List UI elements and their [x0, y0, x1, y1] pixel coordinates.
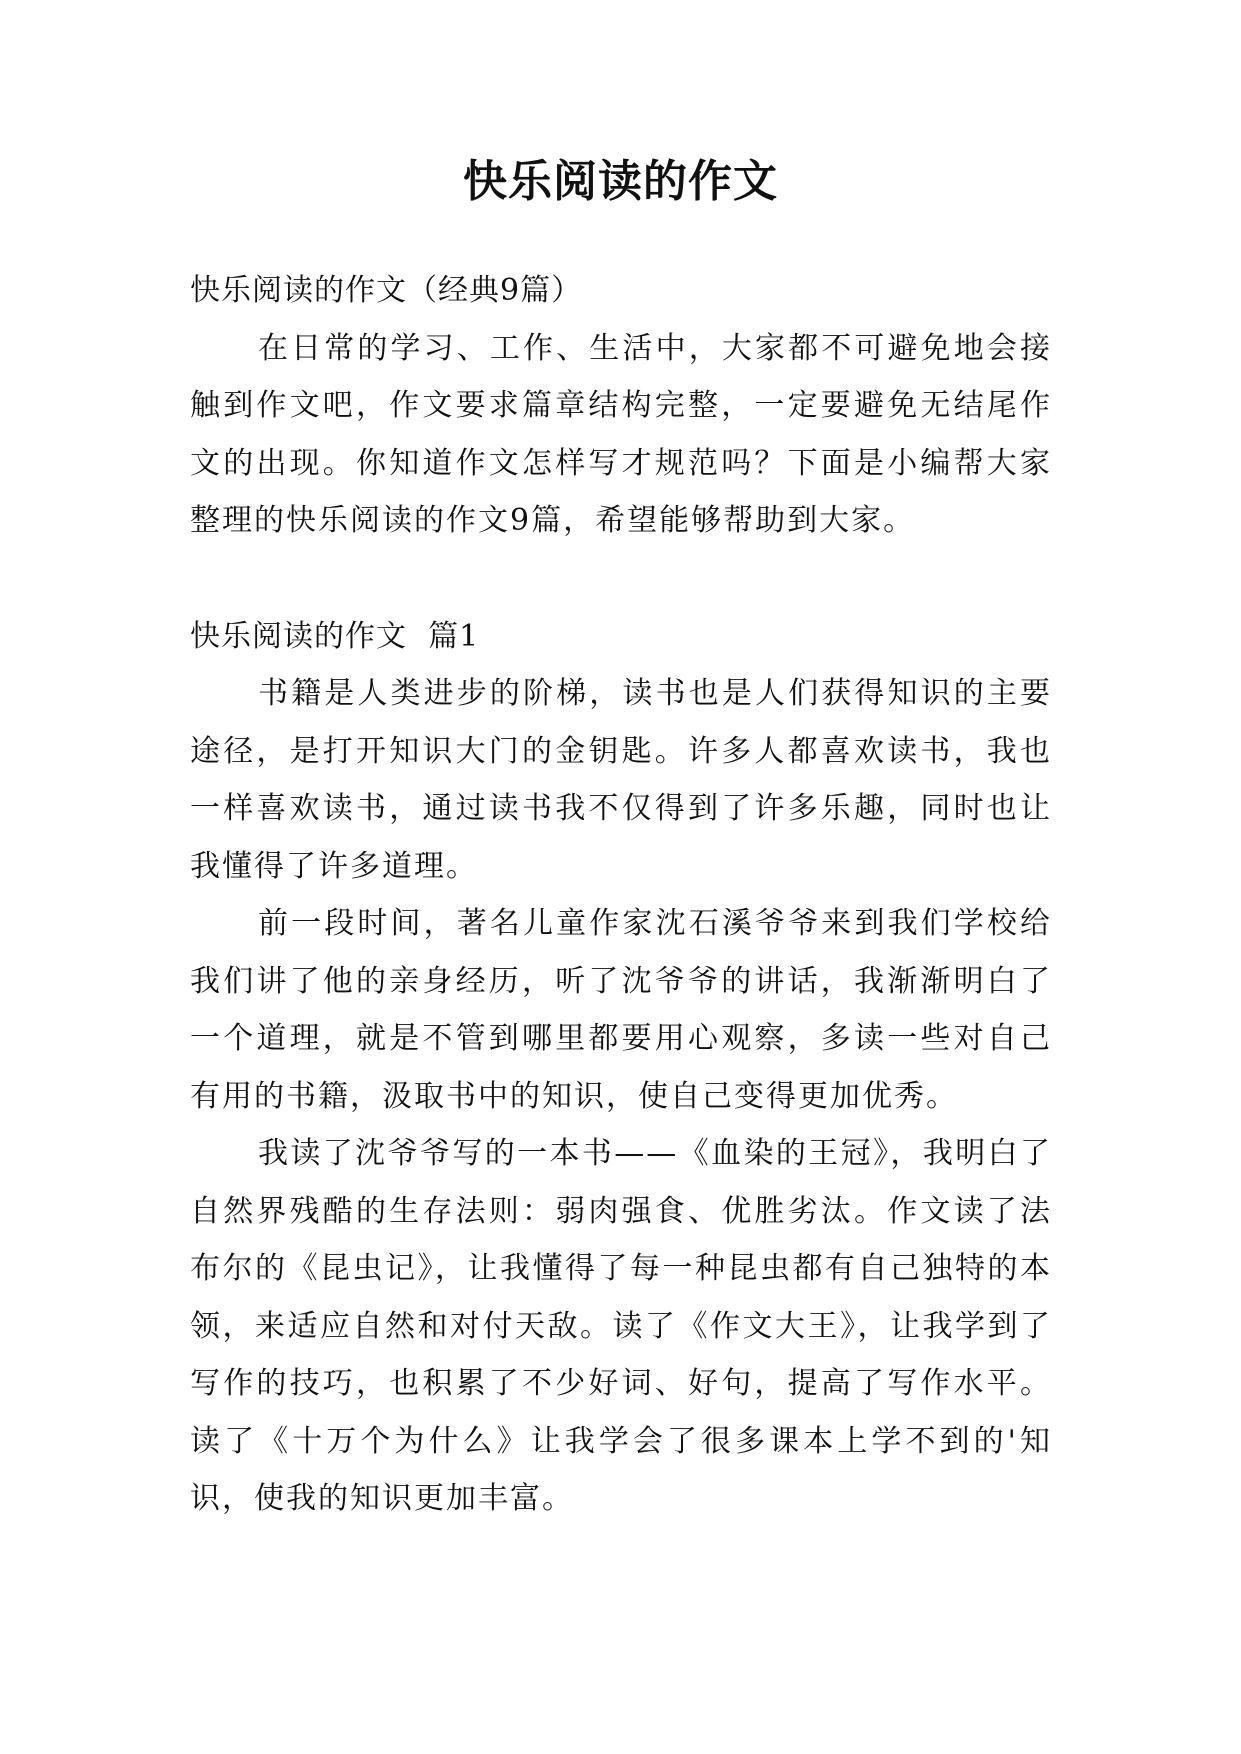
document-subtitle: 快乐阅读的作文（经典9篇）	[190, 273, 583, 308]
document-title: 快乐阅读的作文	[463, 156, 778, 207]
body-paragraph: 书籍是人类进步的阶梯，读书也是人们获得知识的主要途径，是打开知识大门的金钥匙。许多人都喜欢读书，我也一样喜欢读书，通过读书我不仅得到了许多乐趣，同时也让我懂得了许多道理。	[190, 676, 1052, 884]
intro-paragraph: 在日常的学习、工作、生活中，大家都不可避免地会接触到作文吧，作文要求篇章结构完整，一定要避免无结尾作文的出现。你知道作文怎样写才规范吗？下面是小编帮大家整理的快乐阅读的作文9篇，希望能够帮助到大家。	[190, 330, 1052, 538]
body-paragraph: 前一段时间，著名儿童作家沈石溪爷爷来到我们学校给我们讲了他的亲身经历，听了沈爷爷的讲话，我渐渐明白了一个道理，就是不管到哪里都要用心观察，多读一些对自己有用的书籍，汲取书中的知识，使自己变得更加优秀。	[190, 906, 1052, 1114]
document-body	[190, 262, 1052, 1528]
body-paragraph: 我读了沈爷爷写的一本书——《血染的王冠》，我明白了自然界残酷的生存法则：弱肉强食、优胜劣汰。作文读了法布尔的《昆虫记》，让我懂得了每一种昆虫都有自己独特的本领，来适应自然和对付天敌。读了《作文大王》，让我学到了写作的技巧，也积累了不少好词、好句，提高了写作水平。读了《十万个为什么》让我学会了很多课本上学不到的'知识，使我的知识更加丰富。	[190, 1136, 1052, 1516]
section-spacer	[190, 550, 1052, 608]
section-heading: 快乐阅读的作文 篇1	[190, 618, 480, 654]
